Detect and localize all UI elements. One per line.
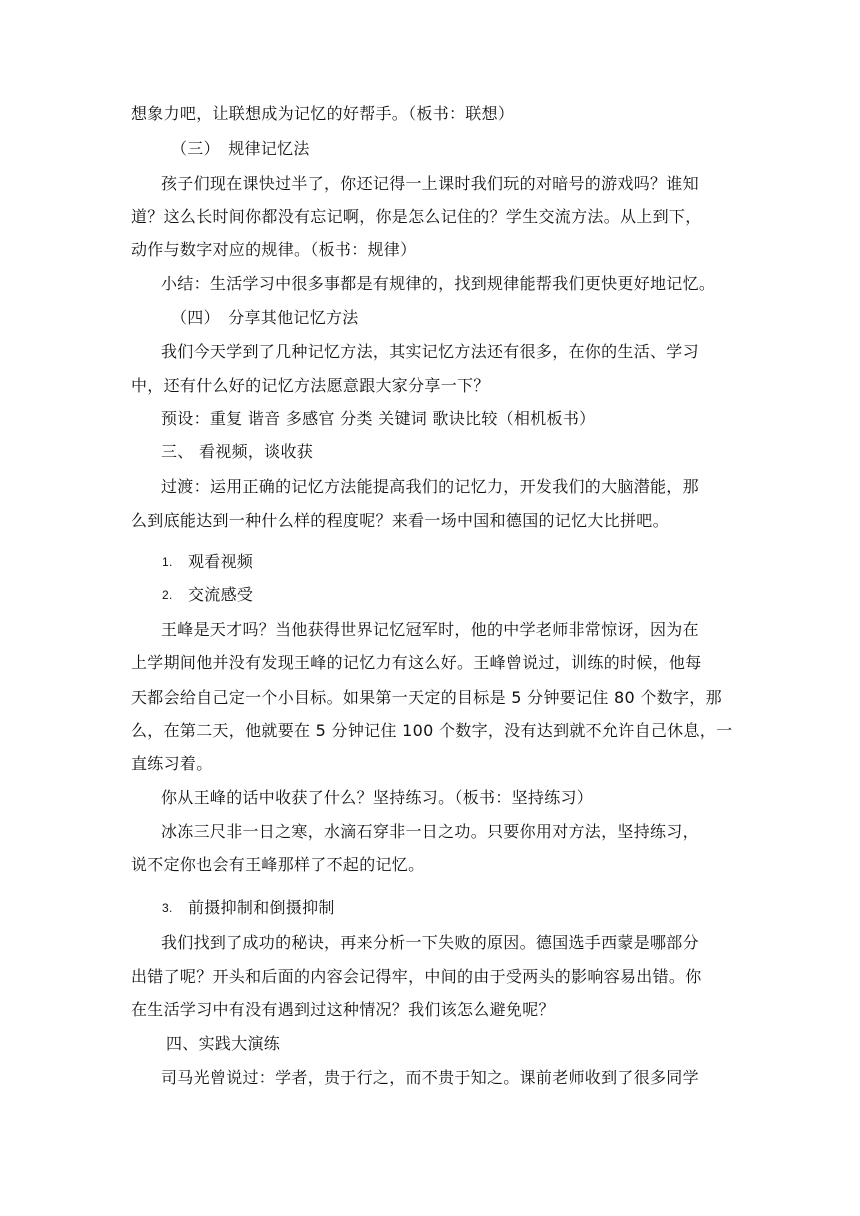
paragraph-line: 司马光曾说过：学者，贵于行之，而不贵于知之。课前老师收到了很多同学 <box>161 1068 699 1087</box>
paragraph-line: 说不定你也会有王峰那样了不起的记忆。 <box>131 855 425 874</box>
paragraph-line: 冰冻三尺非一日之寒，水滴石穿非一日之功。只要你用对方法，坚持练习， <box>161 822 699 841</box>
section-heading: 四、实践大演练 <box>166 1034 281 1053</box>
paragraph-line: 出错了呢？开头和后面的内容会记得牢，中间的由于受两头的影响容易出错。你 <box>131 967 702 986</box>
paragraph-line: 王峰是天才吗？当他获得世界记忆冠军时，他的中学老师非常惊讶，因为在 <box>161 620 699 639</box>
numbered-item <box>162 898 335 918</box>
paragraph-line: 我们找到了成功的秘诀，再来分析一下失败的原因。德国选手西蒙是哪部分 <box>161 933 699 952</box>
paragraph-line: 直练习着。 <box>131 754 213 773</box>
list-number: 2. <box>162 588 173 602</box>
paragraph-line: 过渡：运用正确的记忆方法能提高我们的记忆力，开发我们的大脑潜能，那 <box>161 477 699 496</box>
list-item-text: 观看视频 <box>188 552 254 571</box>
paragraph-line: 孩子们现在课快过半了，你还记得一上课时我们玩的对暗号的游戏吗？谁知 <box>161 174 699 193</box>
paragraph-line: 在生活学习中有没有遇到过这种情况？我们该怎么避免呢？ <box>131 1000 555 1019</box>
numbered-item <box>162 585 253 605</box>
preset-line: 预设：重复 谐音 多感官 分类 关键词 歌诀比较（相机板书） <box>161 409 596 428</box>
paragraph-line: 动作与数字对应的规律。（板书：规律） <box>131 240 417 259</box>
list-item-text: 前摄抑制和倒摄抑制 <box>188 898 335 917</box>
paragraph-line: 我们今天学到了几种记忆方法，其实记忆方法还有很多，在你的生活、学习 <box>161 342 699 361</box>
section-heading: （三） 规律记忆法 <box>171 139 310 158</box>
section-heading: （四） 分享其他记忆方法 <box>171 308 359 327</box>
numbered-item <box>162 552 253 572</box>
paragraph-line: 道？这么长时间你都没有忘记啊，你是怎么记住的？学生交流方法。从上到下， <box>131 207 702 226</box>
paragraph-line: 想象力吧，让联想成为记忆的好帮手。（板书：联想） <box>131 104 515 123</box>
paragraph-line: 天都会给自己定一个小目标。如果第一天定的目标是 5 分钟要记住 80 个数字，那 <box>131 688 722 707</box>
paragraph-line: 中，还有什么好的记忆方法愿意跟大家分享一下？ <box>131 376 490 395</box>
list-item-text: 交流感受 <box>188 585 254 604</box>
list-number: 3. <box>162 901 173 915</box>
summary-line: 小结：生活学习中很多事都是有规律的，找到规律能帮我们更快更好地记忆。 <box>161 274 716 293</box>
paragraph-line: 么到底能达到一种什么样的程度呢？来看一场中国和德国的记忆大比拼吧。 <box>131 511 669 530</box>
paragraph-line: 上学期间他并没有发现王峰的记忆力有这么好。王峰曾说过，训练的时候，他每 <box>131 653 702 672</box>
paragraph-line: 么，在第二天，他就要在 5 分钟记住 100 个数字，没有达到就不允许自己休息，一 <box>131 721 733 740</box>
paragraph-line: 你从王峰的话中收获了什么？坚持练习。（板书：坚持练习） <box>161 788 594 807</box>
list-number: 1. <box>162 555 173 569</box>
section-heading: 三、 看视频，谈收获 <box>161 442 314 461</box>
